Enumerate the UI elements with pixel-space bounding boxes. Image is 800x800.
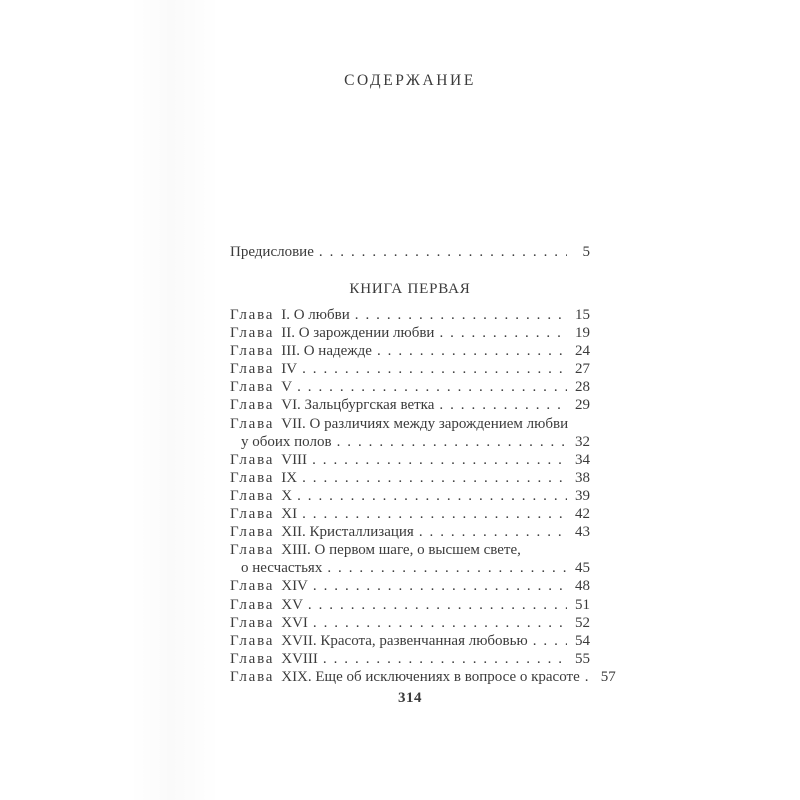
toc-entry-line <box>230 415 590 433</box>
chapter-word: Глава <box>230 614 275 631</box>
dot-leader <box>533 632 567 650</box>
page-number: 43 <box>575 524 590 541</box>
dot-leader <box>355 306 567 324</box>
chapter-word: Глава <box>230 379 275 396</box>
toc-entry <box>230 614 590 632</box>
dot-leader <box>313 577 567 595</box>
page-number: 57 <box>600 668 616 685</box>
chapter-title: XV <box>281 596 303 613</box>
toc-entry-line <box>230 650 590 668</box>
preface-label: Предисловие <box>230 244 314 260</box>
chapter-title: III. О надежде <box>281 343 372 360</box>
toc-entry-line <box>230 577 590 595</box>
chapter-title: XI <box>281 506 298 523</box>
preface-entry <box>230 243 590 261</box>
toc-entry <box>230 541 590 577</box>
chapter-title-continued: о несчастьях <box>241 560 323 577</box>
chapter-word: Глава <box>230 650 275 667</box>
dot-leader <box>319 243 567 261</box>
chapter-title: IV <box>281 361 298 378</box>
toc-entry-line <box>230 469 590 487</box>
toc-entry-line <box>230 596 590 614</box>
page-number: 54 <box>575 632 590 649</box>
toc-entry <box>230 378 590 396</box>
dot-leader <box>439 324 567 342</box>
toc-entry-line <box>230 523 590 541</box>
page-number: 19 <box>575 325 590 342</box>
page-number: 28 <box>575 379 590 396</box>
toc-entry <box>230 360 590 378</box>
chapter-title: VII. О различиях между зарождением любви <box>281 415 569 432</box>
toc-entry-line <box>230 324 590 342</box>
dot-leader <box>313 614 567 632</box>
dot-leader <box>419 523 567 541</box>
toc-entry-line <box>230 451 590 469</box>
dot-leader <box>302 505 567 523</box>
dot-leader <box>302 469 567 487</box>
contents-title: СОДЕРЖАНИЕ <box>344 72 476 89</box>
chapter-title: XIII. О первом шаге, о высшем свете, <box>281 542 521 559</box>
toc-entry <box>230 469 590 487</box>
chapter-title: VIII <box>281 451 308 468</box>
chapter-word: Глава <box>230 361 275 378</box>
book-one-heading: КНИГА ПЕРВАЯ <box>349 281 471 297</box>
chapter-word: Глава <box>230 578 275 595</box>
dot-leader <box>297 487 567 505</box>
page-number: 42 <box>575 506 590 523</box>
chapter-title: XII. Кристаллизация <box>281 524 414 541</box>
page-number: 27 <box>575 361 590 378</box>
page-number: 55 <box>575 650 590 667</box>
page-number: 38 <box>575 469 590 486</box>
toc-entry-line <box>230 632 590 650</box>
dot-leader <box>439 396 567 414</box>
chapter-title: XVI <box>281 614 308 631</box>
chapter-word: Глава <box>230 307 275 323</box>
toc-entry <box>230 324 590 342</box>
chapter-title: XIX. Еще об исключениях в вопросе о красоте <box>281 668 580 685</box>
chapter-word: Глава <box>230 325 275 342</box>
toc-entry-line <box>230 306 590 324</box>
dot-leader <box>585 668 593 686</box>
folio-page-number: 314 <box>398 690 422 706</box>
toc-entry <box>230 396 590 414</box>
toc-text-block <box>230 0 616 800</box>
toc-entry-line <box>230 487 590 505</box>
chapter-word: Глава <box>230 596 275 613</box>
toc-entry <box>230 523 590 541</box>
page-number: 48 <box>575 578 590 595</box>
page-number: 39 <box>575 487 590 504</box>
toc-entry-line <box>230 378 590 396</box>
toc-entry <box>230 668 616 686</box>
chapter-word: Глава <box>230 415 275 432</box>
page-number: 24 <box>575 343 590 360</box>
dot-leader <box>308 596 567 614</box>
page-number: 32 <box>575 433 590 450</box>
chapter-word: Глава <box>230 668 275 685</box>
toc-entry-line <box>230 360 590 378</box>
dot-leader <box>377 342 567 360</box>
chapter-title: XIV <box>281 578 308 595</box>
toc-entry <box>230 451 590 469</box>
toc-entry <box>230 487 590 505</box>
toc-entry-line <box>230 342 590 360</box>
toc-entry <box>230 650 590 668</box>
page-number: 52 <box>575 614 590 631</box>
page-number: 34 <box>575 451 590 468</box>
chapter-word: Глава <box>230 506 275 523</box>
dot-leader <box>312 451 567 469</box>
chapter-title: V <box>281 379 293 396</box>
chapter-word: Глава <box>230 542 275 559</box>
toc-entry-line <box>230 505 590 523</box>
chapter-title: XVIII <box>281 650 318 667</box>
toc-entry <box>230 577 590 595</box>
chapter-word: Глава <box>230 632 275 649</box>
chapter-title: IX <box>281 469 298 486</box>
toc-entry <box>230 596 590 614</box>
chapter-title: XVII. Красота, развенчанная любовью <box>281 632 528 649</box>
chapter-word: Глава <box>230 451 275 468</box>
chapter-title: II. О зарождении любви <box>281 325 435 342</box>
toc-entry-line <box>230 614 590 632</box>
dot-leader <box>323 650 567 668</box>
chapter-word: Глава <box>230 524 275 541</box>
toc-entry-line <box>230 541 590 559</box>
toc-entry <box>230 632 590 650</box>
toc-entry-continued-line <box>230 433 590 451</box>
toc-entry <box>230 415 590 451</box>
toc-entry-line <box>230 668 616 686</box>
dot-leader <box>337 433 567 451</box>
toc-entry <box>230 342 590 360</box>
dot-leader <box>327 559 567 577</box>
dot-leader <box>302 360 567 378</box>
toc-entry-line <box>230 396 590 414</box>
chapter-title: VI. Зальцбургская ветка <box>281 397 435 414</box>
page-number: 45 <box>575 560 590 577</box>
chapter-title-continued: у обоих полов <box>241 433 332 450</box>
chapter-list <box>230 306 616 686</box>
chapter-word: Глава <box>230 469 275 486</box>
toc-entry <box>230 505 590 523</box>
toc-entry-continued-line <box>230 559 590 577</box>
chapter-word: Глава <box>230 343 275 360</box>
chapter-word: Глава <box>230 397 275 414</box>
page-number: 51 <box>575 596 590 613</box>
page-number: 29 <box>575 397 590 414</box>
page-number: 15 <box>575 307 590 323</box>
chapter-title: I. О любви <box>281 307 350 323</box>
dot-leader <box>297 378 567 396</box>
chapter-word: Глава <box>230 487 275 504</box>
toc-entry <box>230 306 590 324</box>
page-number: 5 <box>582 244 590 260</box>
chapter-title: X <box>281 487 293 504</box>
